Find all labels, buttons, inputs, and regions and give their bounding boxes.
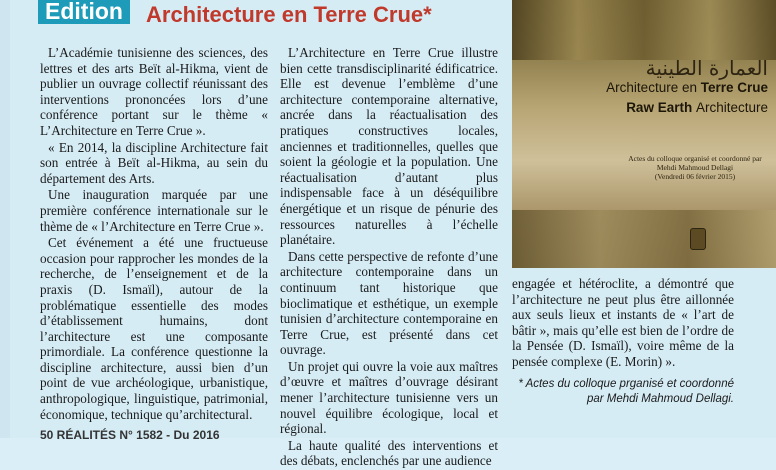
cover-french-title-part: Architecture en <box>606 80 701 95</box>
cover-english-title <box>626 100 768 115</box>
cover-credits-line: (Vendredi 06 février 2015) <box>654 172 736 181</box>
emblem-icon <box>690 228 706 250</box>
cover-french-title-bold: Terre Crue <box>700 80 768 95</box>
cover-english-title-bold: Raw Earth <box>626 100 696 115</box>
cover-credits-line: Actes du colloque organisé et coordonné par <box>628 154 762 163</box>
paragraph: La haute qualité des interventions et des débats, enclenchés par une audience <box>280 437 498 469</box>
paragraph: Dans cette perspective de refonte d’une architecture contemporaine dans un continuum tant historique que bioclimatique et esthétique, un exemple tunisien d’architecture contemporaine en Terre Crue, est présenté dans cet ouvrage. <box>280 248 498 358</box>
page-margin <box>0 0 10 438</box>
cover-texture-bottom <box>512 210 776 268</box>
book-cover-image <box>512 0 776 268</box>
column-1 <box>40 45 268 423</box>
cover-texture-top <box>512 0 776 60</box>
article-title: Architecture en Terre Crue* <box>146 2 432 27</box>
column-2 <box>280 45 498 470</box>
paragraph: engagée et hétéroclite, a démontré que l’architecture ne peut plus être aillonnée aux seuls lieux et instants de « l’art de bâtir », mais qu’elle est bien de l’ordre de la Pensée (D. Ismaïl), voire même de la pensée complexe (E. Morin) ». <box>512 276 734 369</box>
page-footer: 50 RÉALITÉS N° 1582 - Du 2016 <box>40 428 220 442</box>
cover-french-title <box>606 80 768 95</box>
cover-credits <box>620 154 770 181</box>
paragraph: Une inauguration marquée par une première conférence internationale sur le thème de « l’Architecture en Terre Crue ». <box>40 187 268 234</box>
paragraph: L’Architecture en Terre Crue illustre bien cette transdisciplinarité édificatrice. Elle est devenue l’emblème d’une architecture contemporaine alternative, ancrée dans la réactualisation des pratiques constructives locales, anciennes et traditionnelles, quelles que soient la géologie et la population. Une réactualisation d’autant plus indispensable face à un déséquilibre énergétique et un risque de pénurie des ressources naturelles à l’échelle planétaire. <box>280 45 498 248</box>
paragraph: « En 2014, la discipline Architecture fait son entrée à Beït al-Hikma, au sein du département des Arts. <box>40 139 268 186</box>
cover-credits-line: Mehdi Mahmoud Dellagi <box>656 163 734 172</box>
column-3 <box>512 276 734 371</box>
cover-english-title-part: Architecture <box>695 100 768 115</box>
paragraph: Un projet qui ouvre la voie aux maîtres d’œuvre et maîtres d’ouvrage désirant mener l’architecture tunisienne vers un nouvel équilibre écologique, local et régional. <box>280 358 498 437</box>
footnote: * Actes du colloque prganisé et coordonné par Mehdi Mahmoud Dellagi. <box>518 378 734 405</box>
paragraph: Cet événement a été une fructueuse occasion pour rapprocher les mondes de la recherche, de l’enseignement et de la praxis (D. Ismaïl), autour de la problématique essentielle des modes d’établissement humains, dont l’architecture est une composante primordiale. La conférence questionne la discipline architecture, aussi bien d’un point de vue archéologique, urbanistique, anthropologique, linguistique, patrimonial, économique, technique qu’architectural. <box>40 235 268 422</box>
cover-arabic-title: العمارة الطينية <box>645 56 768 80</box>
paragraph: L’Académie tunisienne des sciences, des lettres et des arts Beït al-Hikma, vient de publier un ouvrage collectif réunissant des interventions prononcées lors d’une conférence portant sur le thème « L’Architecture en Terre Crue ». <box>40 45 268 138</box>
section-badge: Edition <box>38 0 130 24</box>
